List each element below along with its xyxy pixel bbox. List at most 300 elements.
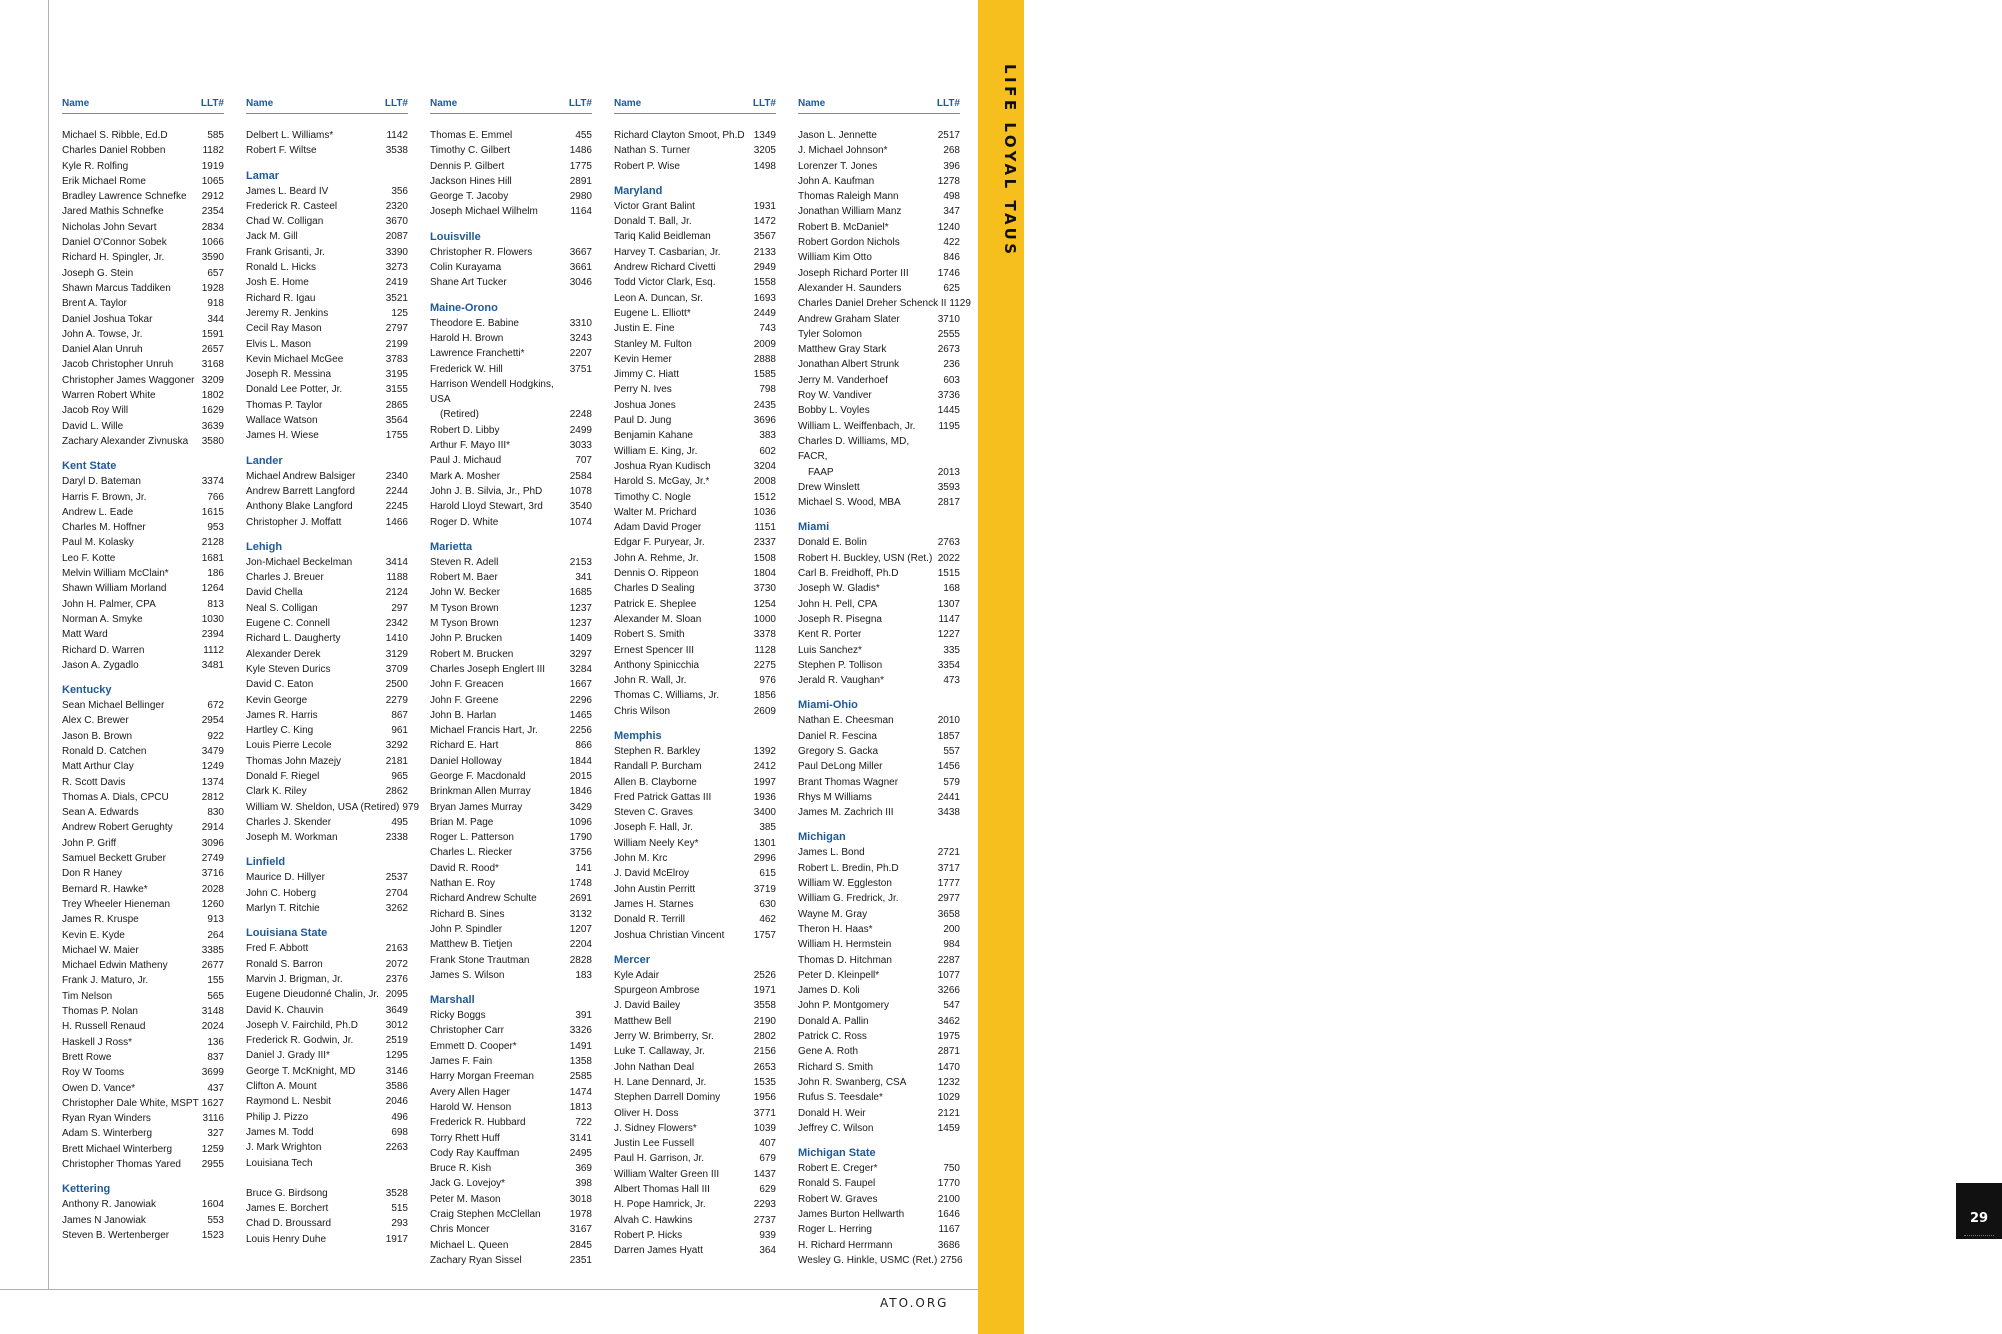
member-llt-number: 293 (391, 1218, 408, 1230)
member-name: Jack G. Lovejoy* (430, 1178, 506, 1190)
member-name: Charles Joseph Englert III (430, 663, 546, 675)
member-row (614, 597, 776, 612)
member-name: Robert P. Wise (614, 160, 680, 172)
member-name: Warren Robert White (62, 390, 156, 402)
member-row (62, 775, 224, 790)
member-name: Frank Stone Trautman (430, 954, 530, 966)
member-name: James H. Starnes (614, 898, 694, 910)
member-row (62, 143, 224, 158)
member-row (798, 968, 960, 983)
member-llt-number: 2204 (569, 939, 592, 951)
member-name: Cody Ray Kauffman (430, 1147, 520, 1159)
member-llt-number: 2338 (385, 832, 408, 844)
member-llt-number: 1523 (201, 1229, 224, 1241)
member-name: Jared Mathis Schnefke (62, 206, 164, 218)
member-name: Chris Moncer (430, 1224, 490, 1236)
column-header (62, 98, 224, 114)
member-llt-number: 2342 (385, 618, 408, 630)
member-row (798, 983, 960, 998)
member-name: George T. McKnight, MD (246, 1065, 356, 1077)
member-llt-number: 547 (943, 1000, 960, 1012)
member-llt-number: 3284 (569, 663, 592, 675)
page-number-box (1956, 1183, 2002, 1239)
member-llt-number: 602 (759, 445, 776, 457)
member-row (430, 677, 592, 692)
member-llt-number: 3670 (385, 216, 408, 228)
member-name: Owen D. Vance* (62, 1082, 136, 1094)
member-name: Chris Wilson (614, 705, 671, 717)
member-row (430, 1023, 592, 1038)
member-row (62, 128, 224, 143)
member-row (246, 484, 408, 499)
member-name: Zachary Alexander Zivnuska (62, 435, 189, 447)
member-llt-number: 1188 (386, 572, 408, 584)
member-llt-number: 585 (207, 130, 224, 141)
member-name: Peter M. Mason (430, 1193, 501, 1205)
member-row (62, 204, 224, 219)
member-row (62, 1142, 224, 1157)
member-llt-number: 2914 (201, 822, 224, 834)
member-row (798, 388, 960, 403)
member-row (246, 499, 408, 514)
side-title: LIFE LOYAL TAUS (1001, 64, 1019, 258)
member-row (430, 469, 592, 484)
member-llt-number: 3751 (569, 363, 592, 375)
member-llt-number: 2802 (753, 1031, 776, 1043)
member-llt-number: 2010 (937, 715, 960, 727)
member-row (430, 723, 592, 738)
member-name: James S. Wilson (430, 969, 505, 981)
member-name: Brinkman Allen Murray (430, 786, 531, 798)
member-row (798, 495, 960, 510)
member-name: Steven B. Wertenberger (62, 1229, 170, 1241)
member-row (246, 708, 408, 723)
member-llt-number: 1036 (753, 506, 776, 518)
member-row (798, 1161, 960, 1176)
member-llt-number: 2797 (385, 323, 408, 335)
member-name: Jason B. Brown (62, 730, 133, 742)
member-row (430, 800, 592, 815)
member-row (614, 658, 776, 673)
member-name: Michael L. Queen (430, 1239, 509, 1251)
member-name: Frederick W. Hill (430, 363, 503, 375)
member-name: Theron H. Haas* (798, 923, 873, 935)
member-name: J. David Bailey (614, 1000, 681, 1012)
member-row (430, 738, 592, 753)
member-name: Richard B. Sines (430, 908, 505, 920)
footer-rule (0, 1289, 978, 1290)
member-llt-number: 1919 (201, 160, 224, 172)
member-llt-number: 965 (391, 770, 408, 782)
member-name: J. Mark Wrighton (246, 1142, 322, 1154)
member-llt-number: 141 (575, 862, 592, 874)
member-row (798, 327, 960, 342)
member-row (430, 616, 592, 631)
member-row (246, 570, 408, 585)
chapter-heading: Lehigh (246, 540, 283, 553)
member-llt-number: 3400 (753, 807, 776, 819)
member-name: Craig Stephen McClellan (430, 1209, 541, 1220)
member-llt-number: 3462 (937, 1015, 960, 1027)
member-llt-number: 2954 (201, 715, 224, 727)
member-name: Alexander Derek (246, 648, 321, 660)
member-name: John A. Kaufman (798, 175, 875, 187)
llt-header: LLT# (200, 98, 224, 109)
member-llt-number: 3195 (385, 369, 408, 381)
member-llt-number: 2980 (569, 191, 592, 203)
member-llt-number: 3686 (937, 1239, 960, 1251)
member-row (246, 677, 408, 692)
member-name: Bryan James Murray (430, 801, 523, 813)
member-row (430, 1222, 592, 1237)
member-name: Robert L. Bredin, Ph.D (798, 862, 899, 874)
member-name: Joshua Ryan Kudisch (614, 460, 711, 472)
member-row (430, 585, 592, 600)
member-llt-number: 2537 (385, 872, 408, 884)
member-row (798, 434, 960, 480)
member-llt-number: 1240 (937, 221, 960, 233)
member-name: Erik Michael Rome (62, 175, 146, 187)
member-llt-number: 1039 (753, 1122, 776, 1134)
member-name: Kevin E. Kyde (62, 929, 125, 941)
member-name: Roger L. Patterson (430, 832, 514, 844)
member-llt-number: 3046 (569, 277, 592, 289)
member-llt-number: 2584 (569, 470, 592, 482)
member-llt-number: 125 (391, 307, 408, 319)
member-row (246, 555, 408, 570)
member-llt-number: 698 (391, 1126, 408, 1138)
member-row (62, 912, 224, 927)
member-row (614, 459, 776, 474)
member-llt-number: 3783 (385, 353, 408, 365)
member-llt-number: 2248 (569, 409, 592, 421)
member-name: Carl B. Freidhoff, Ph.D (798, 568, 899, 580)
member-row (62, 551, 224, 566)
member-llt-number: 867 (391, 709, 408, 721)
member-name: Leo F. Kotte (62, 552, 116, 564)
member-name: Charles J. Skender (246, 816, 332, 828)
member-llt-number: 3771 (753, 1107, 776, 1119)
member-row (798, 805, 960, 820)
member-llt-number: 3354 (937, 659, 960, 671)
spacer (246, 1171, 408, 1186)
member-row (62, 490, 224, 505)
member-name: Jonathan William Manz (798, 206, 902, 218)
member-name: Robert M. Baer (430, 572, 498, 584)
member-name: Steven R. Adell (430, 556, 499, 568)
member-llt-number: 3538 (385, 145, 408, 157)
member-row (430, 876, 592, 891)
member-llt-number: 407 (759, 1138, 776, 1150)
name-header: Name (430, 98, 458, 109)
member-row (62, 1197, 224, 1212)
member-row (430, 1115, 592, 1130)
member-name: Paul J. Michaud (430, 455, 502, 467)
member-llt-number: 2124 (385, 587, 408, 599)
member-row (614, 820, 776, 835)
member-name: Ryan Ryan Winders (62, 1113, 151, 1125)
member-llt-number: 3719 (753, 883, 776, 895)
member-llt-number: 2121 (937, 1107, 960, 1119)
member-row (430, 1161, 592, 1176)
member-name: Kyle Steven Durics (246, 663, 331, 675)
member-name: Bruce G. Birdsong (246, 1187, 328, 1199)
member-llt-number: 3385 (201, 944, 224, 956)
member-name: Raymond L. Nesbit (246, 1096, 332, 1108)
member-name: Michael Francis Hart, Jr. (430, 725, 538, 737)
member-name: Emmett D. Cooper* (430, 1040, 517, 1052)
member-llt-number: 1164 (570, 206, 592, 218)
member-name: Daniel O'Connor Sobek (62, 237, 167, 249)
member-name: Peter D. Kleinpell* (798, 969, 880, 981)
member-name: Michael S. Wood, MBA (798, 497, 901, 509)
chapter-heading: Marietta (430, 540, 473, 553)
member-llt-number: 3667 (569, 246, 592, 258)
member-llt-number: 2721 (937, 847, 960, 859)
member-row (62, 713, 224, 728)
member-llt-number: 515 (391, 1203, 408, 1215)
member-name: George F. Macdonald (430, 770, 526, 782)
member-row (246, 738, 408, 753)
member-name: Christopher J. Moffatt (246, 516, 342, 528)
member-llt-number: 183 (575, 969, 592, 981)
member-name: Donald F. Riegel (246, 770, 320, 782)
member-row (614, 1106, 776, 1121)
member-name: Brent A. Taylor (62, 298, 127, 310)
member-llt-number: 2517 (937, 130, 960, 141)
member-llt-number: 2912 (201, 191, 224, 203)
member-row (62, 1004, 224, 1019)
member-row (798, 1044, 960, 1059)
member-llt-number: 2585 (569, 1071, 592, 1083)
member-row (246, 1156, 408, 1171)
member-row (614, 775, 776, 790)
member-name: Joseph V. Fairchild, Ph.D (246, 1019, 358, 1031)
member-row (798, 1029, 960, 1044)
member-name: John H. Pell, CPA (798, 598, 878, 610)
member-llt-number: 1358 (569, 1056, 592, 1068)
member-name: Jerry M. Vanderhoef (798, 374, 888, 386)
member-llt-number: 2737 (753, 1214, 776, 1226)
member-llt-number: 422 (943, 237, 960, 249)
member-row (798, 643, 960, 658)
member-llt-number: 1151 (754, 522, 776, 534)
member-row (246, 754, 408, 769)
member-row (798, 281, 960, 296)
member-llt-number: 707 (575, 455, 592, 467)
member-name: Harold S. McGay, Jr.* (614, 476, 710, 488)
member-llt-number: 2024 (201, 1021, 224, 1033)
member-llt-number: 385 (759, 822, 776, 834)
member-name: Jack M. Gill (246, 231, 298, 243)
member-llt-number: 1456 (937, 761, 960, 773)
member-name: John R. Swanberg, CSA (798, 1076, 907, 1088)
member-name: Steven C. Graves (614, 807, 693, 819)
member-row (798, 713, 960, 728)
member-llt-number: 1535 (753, 1076, 776, 1088)
member-name: James D. Koli (798, 985, 860, 997)
member-name: Wesley G. Hinkle, USMC (Ret.) (798, 1254, 938, 1266)
member-llt-number: 3018 (569, 1193, 592, 1205)
member-row (62, 342, 224, 357)
member-name: Robert B. McDaniel* (798, 221, 889, 233)
member-row (430, 423, 592, 438)
member-name: Alexander M. Sloan (614, 613, 702, 625)
member-row (430, 922, 592, 937)
member-row (246, 972, 408, 987)
member-row (798, 189, 960, 204)
member-name: Andrew Robert Gerughty (62, 822, 173, 834)
member-row (62, 805, 224, 820)
member-row (798, 1014, 960, 1029)
member-row (430, 1192, 592, 1207)
member-llt-number: 1775 (569, 160, 592, 172)
member-llt-number: 603 (943, 374, 960, 386)
member-name: Trey Wheeler Hieneman (62, 898, 171, 910)
member-llt-number: 557 (943, 745, 960, 757)
member-row (798, 551, 960, 566)
member-llt-number: 496 (391, 1111, 408, 1123)
member-llt-number: 1512 (753, 491, 776, 503)
member-row (614, 805, 776, 820)
member-row (246, 214, 408, 229)
member-row (614, 968, 776, 983)
member-llt-number: 629 (759, 1184, 776, 1195)
member-llt-number: 743 (759, 323, 776, 335)
member-row (430, 159, 592, 174)
member-row (430, 1146, 592, 1161)
member-row (798, 128, 960, 143)
member-llt-number: 766 (207, 491, 224, 503)
member-llt-number: 3479 (201, 745, 224, 757)
member-llt-number: 2657 (201, 344, 224, 356)
member-name: Nathan S. Turner (614, 145, 691, 157)
member-llt-number: 979 (402, 801, 420, 813)
member-llt-number: 1474 (569, 1086, 592, 1098)
member-row (614, 551, 776, 566)
member-llt-number: 236 (943, 359, 960, 371)
member-llt-number: 3141 (569, 1132, 592, 1144)
member-row (614, 897, 776, 912)
member-row (246, 631, 408, 646)
footer-url: ATO.ORG (880, 1296, 949, 1310)
member-name: Chad D. Broussard (246, 1218, 332, 1230)
member-name: Jerald R. Vaughan* (798, 675, 884, 687)
member-name: John Nathan Deal (614, 1061, 695, 1073)
member-llt-number: 398 (575, 1178, 592, 1190)
member-name: John A. Rehme, Jr. (614, 552, 699, 564)
member-name: Jeffrey C. Wilson (798, 1122, 874, 1134)
member-row (430, 769, 592, 784)
member-name: William E. King, Jr. (614, 445, 698, 457)
member-name: John A. Towse, Jr. (62, 328, 143, 340)
member-row (798, 845, 960, 860)
member-row (246, 128, 408, 143)
member-llt-number: 630 (759, 898, 776, 910)
member-row (614, 1182, 776, 1197)
member-llt-number: 1681 (201, 552, 224, 564)
member-llt-number: 200 (943, 923, 960, 935)
member-llt-number: 2293 (753, 1199, 776, 1211)
member-llt-number: 2153 (569, 556, 592, 568)
member-llt-number: 2449 (753, 307, 776, 319)
member-llt-number: 1128 (754, 644, 776, 656)
member-name: James L. Beard IV (246, 185, 329, 197)
member-name: Ricky Boggs (430, 1010, 486, 1022)
member-row (62, 373, 224, 388)
member-name: Avery Allen Hager (430, 1086, 510, 1098)
member-name: Shawn William Morland (62, 583, 167, 595)
member-name: Eugene Dieudonné Chalin, Jr. (246, 989, 379, 1001)
member-llt-number: 3414 (385, 556, 408, 568)
member-row (246, 1033, 408, 1048)
member-llt-number: 866 (575, 740, 592, 752)
member-row (798, 922, 960, 937)
member-row (430, 174, 592, 189)
member-row (246, 1018, 408, 1033)
member-llt-number: 264 (207, 929, 224, 941)
member-row (614, 866, 776, 881)
member-row (614, 581, 776, 596)
member-row (246, 199, 408, 214)
member-row (614, 352, 776, 367)
member-row (614, 983, 776, 998)
member-row (62, 866, 224, 881)
member-name: Josh E. Home (246, 277, 309, 289)
member-name: David C. Eaton (246, 679, 314, 691)
member-row (246, 229, 408, 244)
member-llt-number: 579 (943, 776, 960, 788)
member-llt-number: 2028 (201, 883, 224, 895)
member-name: Eugene C. Connell (246, 618, 330, 630)
member-llt-number: 2834 (201, 221, 224, 233)
member-name: Leon A. Duncan, Sr. (614, 292, 703, 304)
member-row (62, 281, 224, 296)
member-llt-number: 1066 (201, 237, 224, 249)
member-name: Donald T. Ball, Jr. (614, 216, 692, 228)
member-name: William H. Hermstein (798, 939, 892, 951)
member-llt-number: 1065 (201, 175, 224, 187)
member-row (798, 581, 960, 596)
member-llt-number: 1844 (569, 755, 592, 767)
member-llt-number: 1790 (569, 832, 592, 844)
member-name: Charles J. Breuer (246, 572, 324, 584)
member-llt-number: 1917 (385, 1233, 408, 1245)
member-llt-number: 1147 (938, 613, 960, 625)
member-name: Daniel R. Fescina (798, 730, 877, 742)
member-llt-number: 1465 (569, 709, 592, 721)
member-llt-number: 1777 (937, 878, 960, 890)
member-name: James Burton Hellwarth (798, 1209, 905, 1220)
member-name: Harry Morgan Freeman (430, 1071, 534, 1083)
member-llt-number: 1000 (753, 613, 776, 625)
member-llt-number: 2337 (753, 537, 776, 549)
member-row (62, 1157, 224, 1172)
name-header: Name (614, 98, 642, 109)
member-row (246, 260, 408, 275)
member-row (614, 1213, 776, 1228)
member-name: Jerry W. Brimberry, Sr. (614, 1031, 714, 1043)
member-llt-number: 3297 (569, 648, 592, 660)
member-name: Roger D. White (430, 516, 499, 528)
member-name: Joseph G. Stein (62, 267, 134, 279)
member-llt-number: 3716 (201, 868, 224, 880)
member-name: Roy W. Vandiver (798, 390, 872, 402)
member-name: John P. Spindler (430, 923, 503, 935)
member-name: Eugene L. Elliott* (614, 307, 691, 319)
member-name: Maurice D. Hillyer (246, 872, 325, 884)
member-row (246, 352, 408, 367)
